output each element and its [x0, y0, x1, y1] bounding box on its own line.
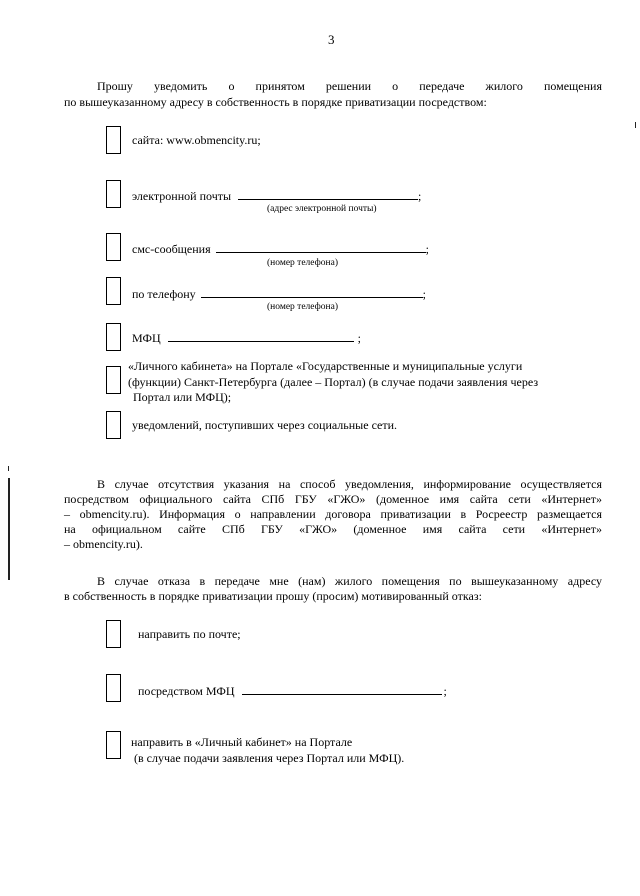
email-hint: (адрес электронной почты) [267, 204, 377, 214]
option-mfc [132, 330, 361, 346]
checkbox-refusal-cabinet[interactable] [106, 731, 121, 759]
info-line-1: В случае отсутствия указания на способ уведомления, информирование осуществляется [97, 477, 602, 491]
option-website-label: сайта: www.obmencity.ru; [132, 133, 261, 147]
checkbox-mfc[interactable] [106, 323, 121, 351]
refusal-cabinet-line-2: (в случае подачи заявления через Портал или МФЦ). [134, 751, 405, 765]
option-mfc-label: МФЦ [132, 331, 161, 345]
info-line-5: – obmencity.ru). [64, 537, 143, 551]
scan-edge-mark [8, 478, 10, 580]
intro-line-1: Прошу уведомить о принятом решении о передаче жилого помещения [97, 79, 602, 93]
checkbox-email[interactable] [106, 180, 121, 208]
option-social-label: уведомлений, поступивших через социальные сети. [132, 418, 398, 432]
sms-input-line[interactable] [216, 241, 426, 253]
refusal-mfc-end: ; [443, 684, 447, 698]
phone-hint: (номер телефона) [267, 302, 338, 312]
option-email-end: ; [418, 189, 422, 203]
refusal-mfc-input-line[interactable] [242, 683, 442, 695]
option-phone [132, 286, 426, 302]
phone-input-line[interactable] [201, 286, 423, 298]
option-mfc-end: ; [357, 331, 362, 345]
mfc-input-line[interactable] [168, 330, 354, 342]
refusal-line-2: в собственность в порядке приватизации прошу (просим) мотивированный отказ: [64, 589, 482, 603]
option-sms-label: смс-сообщения [132, 242, 211, 256]
checkbox-personal-cabinet[interactable] [106, 366, 121, 394]
refusal-cabinet-line-1: направить в «Личный кабинет» на Портале [131, 735, 353, 749]
refusal-mfc [138, 683, 447, 699]
option-cabinet-line-3: Портал или МФЦ); [133, 390, 232, 404]
sms-hint: (номер телефона) [267, 258, 338, 268]
option-email-label: электронной почты [132, 189, 232, 203]
checkbox-social-networks[interactable] [106, 411, 121, 439]
option-sms-end: ; [425, 242, 429, 256]
info-line-2: посредством официального сайта СПб ГБУ «ГЖО» (доменное имя сайта сети «Интернет» [64, 492, 602, 506]
refusal-mail-label: направить по почте; [138, 627, 241, 641]
option-phone-label: по телефону [132, 287, 196, 301]
option-cabinet-line-1: «Личного кабинета» на Портале «Государственные и муниципальные услуги [128, 359, 523, 373]
checkbox-phone[interactable] [106, 277, 121, 305]
option-sms [132, 241, 429, 257]
refusal-line-1: В случае отказа в передаче мне (нам) жилого помещения по вышеуказанному адресу [97, 574, 602, 588]
intro-line-2: по вышеуказанному адресу в собственность в порядке приватизации посредством: [64, 95, 487, 109]
scan-edge-mark-right [635, 122, 636, 128]
checkbox-website[interactable] [106, 126, 121, 154]
info-line-3: – obmencity.ru). Информация о направлении договора приватизации в Росреестр размещается [64, 507, 602, 521]
checkbox-refusal-mfc[interactable] [106, 674, 121, 702]
checkbox-sms[interactable] [106, 233, 121, 261]
option-email [132, 188, 421, 204]
page-number: 3 [328, 32, 335, 47]
refusal-mfc-label: посредством МФЦ [138, 684, 235, 698]
email-input-line[interactable] [238, 188, 418, 200]
option-phone-end: ; [422, 287, 426, 301]
scan-edge-mark-small [8, 466, 9, 471]
checkbox-refusal-mail[interactable] [106, 620, 121, 648]
info-line-4: на официальном сайте СПб ГБУ «ГЖО» (доменное имя сайта сети «Интернет» [64, 522, 602, 536]
option-cabinet-line-2: (функции) Санкт-Петербурга (далее – Портал) (в случае подачи заявления через [128, 375, 539, 389]
